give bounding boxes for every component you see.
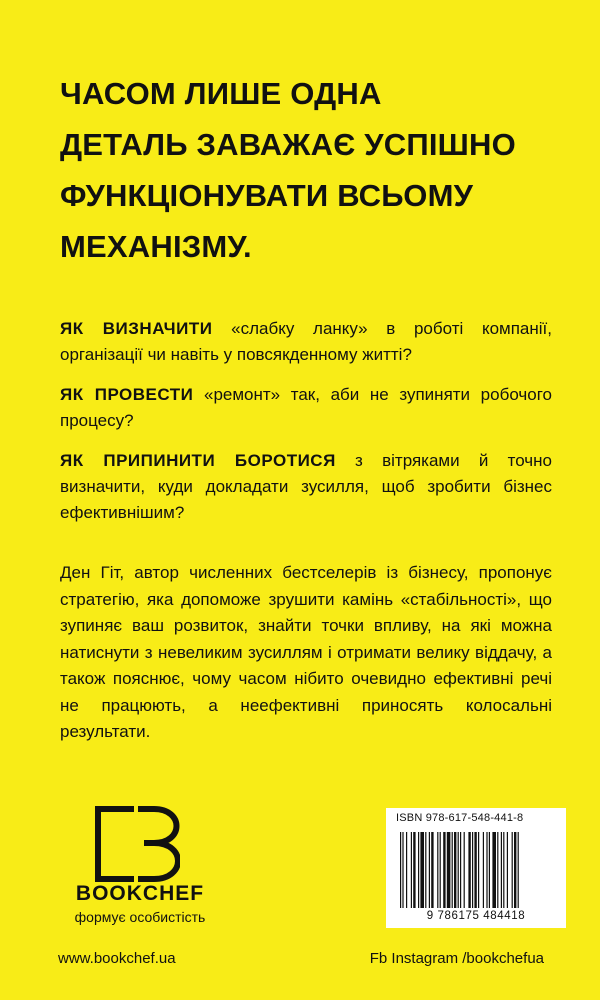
- question-paragraph: [60, 316, 552, 368]
- website-link[interactable]: www.bookchef.ua: [58, 950, 176, 967]
- barcode-digits: 9 786175 484418: [426, 910, 526, 922]
- question-paragraph: [60, 382, 552, 434]
- bookchef-logo-icon: [94, 806, 180, 882]
- question-paragraph: [60, 448, 552, 526]
- social-handles[interactable]: Fb Instagram /bookchefua: [369, 950, 544, 967]
- about-paragraph: Ден Гіт, автор численних бестселерів із бізнесу, пропонує стратегію, яка допоможе зрушити камінь «стабільності», що зупиняє ваш розвиток, знайти точки впливу, на які можна натиснути з невеликим зусиллям і отримати велику віддачу, а також пояснює, чому часом нібито очевидно ефективні речі не працюють, а неефективні приносять колосальні результати.: [60, 563, 552, 741]
- question-lead: ЯК ПРИПИНИТИ БОРОТИСЯ: [60, 451, 336, 470]
- question-lead: ЯК ПРОВЕСТИ: [60, 385, 194, 404]
- question-text: «слабку ланку» в роботі компанії, організації чи навіть у повсякденному житті?: [60, 319, 552, 364]
- question-lead: ЯК ВИЗНАЧИТИ: [60, 319, 213, 338]
- headline: [60, 68, 560, 272]
- headline-line: ДЕТАЛЬ ЗАВАЖАЄ УСПІШНО: [60, 127, 516, 162]
- headline-line: ФУНКЦІОНУВАТИ ВСЬОМУ: [60, 178, 474, 213]
- publisher-name: BOOKCHEF: [75, 882, 205, 905]
- headline-line: МЕХАНІЗМУ.: [60, 229, 252, 264]
- question-text: з вітряками й точно визначити, куди докладати зусилля, щоб зробити бізнес ефективнішим?: [60, 451, 552, 522]
- questions-block: [60, 316, 552, 540]
- barcode-icon: [398, 832, 554, 908]
- publisher-tagline: формує особистість: [74, 909, 206, 925]
- question-text: «ремонт» так, аби не зупиняти робочого процесу?: [60, 385, 552, 430]
- headline-line: ЧАСОМ ЛИШЕ ОДНА: [60, 76, 382, 111]
- barcode-box: [386, 808, 566, 928]
- isbn-label: ISBN 978-617-548-441-8: [396, 812, 524, 824]
